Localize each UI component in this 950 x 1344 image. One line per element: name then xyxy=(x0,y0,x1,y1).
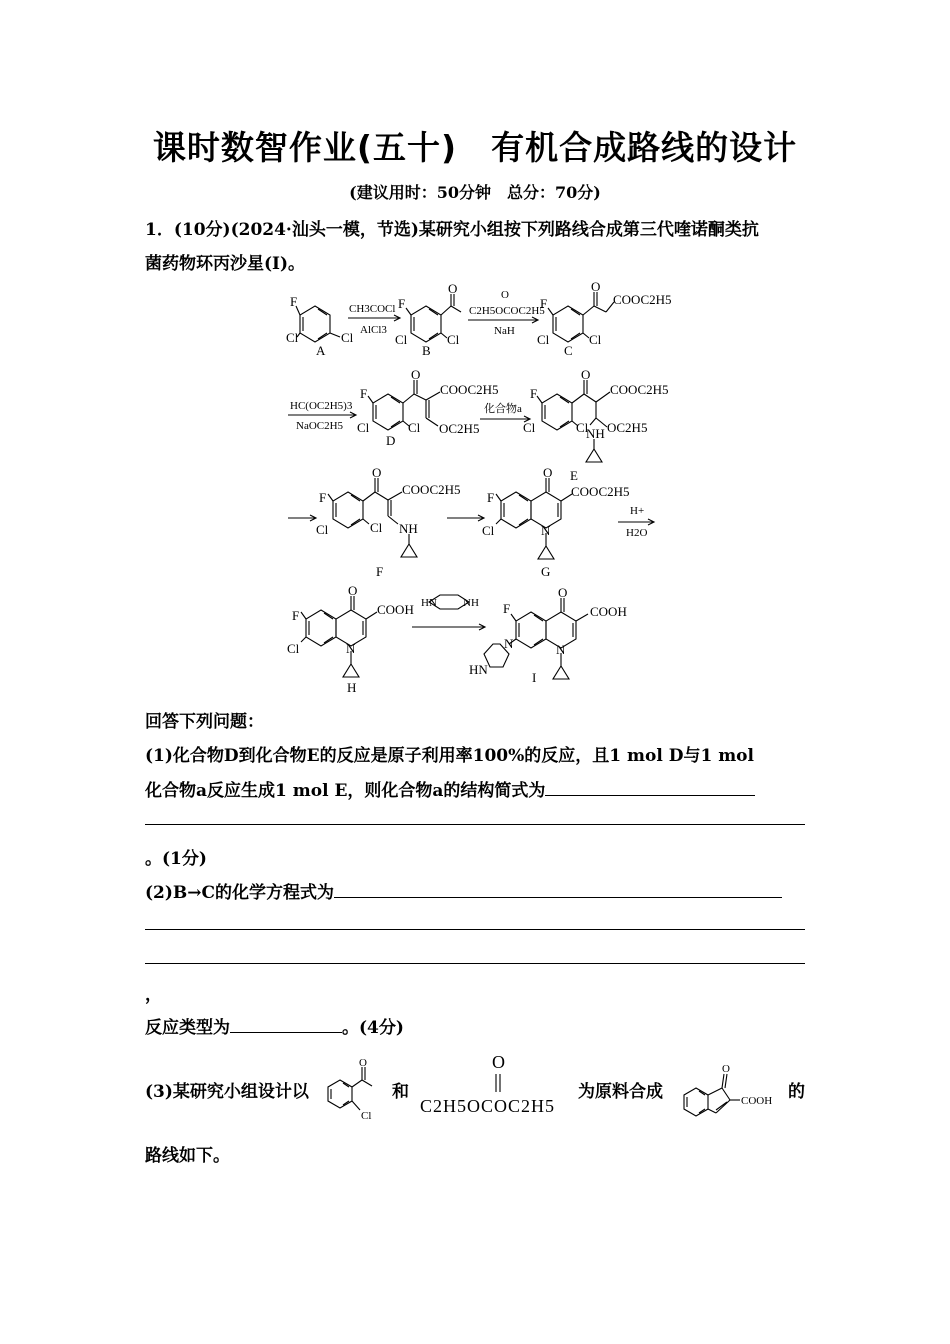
group-hn: HN xyxy=(469,662,488,677)
q2-equation-blank[interactable] xyxy=(334,897,782,898)
answer-prompt: 回答下列问题： xyxy=(145,712,264,732)
q2-reaction-type xyxy=(145,1013,810,1038)
group-f: F xyxy=(290,294,298,309)
group-n: N xyxy=(556,642,566,657)
arrow-c-to-d xyxy=(288,400,356,432)
reagent-nah: NaH xyxy=(494,325,515,337)
group-o: O xyxy=(581,367,591,382)
q2-line1-text: (2)B→C的化学方程式为 xyxy=(145,883,335,903)
group-nh: NH xyxy=(463,597,479,609)
compound-a xyxy=(286,294,354,358)
group-o: O xyxy=(722,1063,730,1075)
group-o: O xyxy=(348,583,358,598)
group-cl: Cl xyxy=(447,332,460,347)
compound-label-b: B xyxy=(422,343,431,358)
q2-type-prefix: 反应类型为 xyxy=(145,1018,230,1038)
group-o: O xyxy=(591,282,601,294)
group-o: O xyxy=(372,465,382,480)
group-cooc2h5: COOC2H5 xyxy=(402,482,461,497)
group-cooh: COOH xyxy=(590,604,627,619)
group-f: F xyxy=(319,490,327,505)
group-n: N xyxy=(346,641,356,656)
group-f: F xyxy=(530,386,538,401)
group-o: O xyxy=(359,1058,367,1069)
reagent-ch3cocl: CH3COCl xyxy=(349,303,396,315)
group-cl: Cl xyxy=(408,420,421,435)
q2-comma: ， xyxy=(145,985,162,1005)
compound-g xyxy=(482,465,630,579)
group-oc2h5: OC2H5 xyxy=(607,420,648,435)
group-cl: Cl xyxy=(523,420,536,435)
q3-target-indanone-acid xyxy=(678,1060,788,1124)
reagent-h-plus: H+ xyxy=(630,505,645,517)
q3-diethyl-carbonate-formula: C2H5OCOC2H5 xyxy=(420,1096,556,1116)
group-f: F xyxy=(503,601,511,616)
group-cl: Cl xyxy=(576,420,589,435)
group-n: N xyxy=(541,523,551,538)
compound-label-d: D xyxy=(386,433,396,448)
q3-and: 和 xyxy=(392,1082,409,1102)
group-cooh: COOH xyxy=(741,1095,773,1107)
compound-label-g: G xyxy=(541,564,551,579)
group-cooh: COOH xyxy=(377,602,414,617)
q1-line1: (1)化合物D到化合物E的反应是原子利用率100%的反应，且1 mol D与1 mol xyxy=(145,746,754,766)
arrow-g-to-h xyxy=(618,505,654,539)
group-cooc2h5: COOC2H5 xyxy=(440,382,499,397)
compound-label-a: A xyxy=(316,343,326,358)
group-f: F xyxy=(292,608,300,623)
q1-line2-text: 化合物a反应生成1 mol E，则化合物a的结构简式为 xyxy=(145,781,546,801)
reagent-water: H2O xyxy=(626,527,648,539)
group-o: O xyxy=(448,282,458,296)
arrow-b-to-c xyxy=(468,289,548,337)
q1-answer-blank-line[interactable] xyxy=(145,824,805,825)
group-cooc2h5: COOC2H5 xyxy=(610,382,669,397)
group-f: F xyxy=(398,296,406,311)
compound-label-c: C xyxy=(564,343,573,358)
reagent-carbonyl-o: O xyxy=(501,289,509,301)
group-cooc2h5: COOC2H5 xyxy=(613,292,672,307)
page-title: 课时数智作业(五十) 有机合成路线的设计 xyxy=(152,128,798,167)
compound-b xyxy=(395,282,461,358)
q2-type-suffix: 。(4分) xyxy=(342,1018,404,1038)
group-nh: NH xyxy=(586,426,605,441)
compound-f xyxy=(316,465,461,579)
group-cl: Cl xyxy=(589,332,602,347)
group-f: F xyxy=(540,296,548,311)
q1-line2 xyxy=(145,776,810,801)
compound-label-h: H xyxy=(347,680,357,692)
group-o: O xyxy=(492,1052,505,1072)
compound-label-i: I xyxy=(532,670,537,685)
q3-prefix: (3)某研究小组设计以 xyxy=(145,1082,309,1102)
group-cl: Cl xyxy=(370,520,383,535)
q2-type-blank[interactable] xyxy=(230,1032,342,1033)
compound-c xyxy=(537,282,672,358)
group-cl: Cl xyxy=(357,420,370,435)
group-cl: Cl xyxy=(482,523,495,538)
reagent-alcl3: AlCl3 xyxy=(360,324,387,336)
reagent-naoc2h5: NaOC2H5 xyxy=(296,420,344,432)
group-oc2h5: OC2H5 xyxy=(439,421,480,436)
group-cl: Cl xyxy=(287,641,300,656)
group-cl: Cl xyxy=(316,522,329,537)
question-intro-line1: 1．(10分)(2024·汕头一模，节选)某研究小组按下列路线合成第三代喹诺酮类抗 xyxy=(145,220,759,240)
q1-end: 。(1分) xyxy=(145,849,207,869)
compound-d xyxy=(357,367,499,448)
group-f: F xyxy=(360,386,368,401)
reagent-diethyl-carbonate: C2H5OCOC2H5 xyxy=(469,305,545,317)
group-o: O xyxy=(543,465,553,480)
q3-reactant-chloroacetophenone xyxy=(322,1058,392,1122)
q3-mid: 为原料合成 xyxy=(578,1082,663,1102)
q3-de: 的 xyxy=(788,1082,805,1102)
compound-label-e: E xyxy=(570,468,578,483)
group-cl: Cl xyxy=(341,330,354,345)
arrow-h-to-i xyxy=(412,595,485,630)
question-intro-line2: 菌药物环丙沙星(I)。 xyxy=(145,254,306,274)
group-nh: NH xyxy=(399,521,418,536)
q2-line1 xyxy=(145,878,810,903)
q3-reactant-diethyl-carbonate xyxy=(418,1050,578,1120)
reagent-orthoformate: HC(OC2H5)3 xyxy=(290,400,353,412)
q2-equation-blank-line[interactable] xyxy=(145,963,805,964)
group-cl: Cl xyxy=(361,1110,372,1122)
arrow-d-to-e xyxy=(480,401,530,422)
group-cl: Cl xyxy=(286,330,299,345)
group-cl: Cl xyxy=(395,332,408,347)
q1-answer-blank[interactable] xyxy=(545,795,755,796)
group-cl: Cl xyxy=(537,332,550,347)
synthesis-scheme xyxy=(0,282,950,692)
q2-equation-blank-line[interactable] xyxy=(145,929,805,930)
compound-i xyxy=(469,585,627,685)
q3-line2: 路线如下。 xyxy=(145,1146,230,1166)
arrow-a-to-b xyxy=(348,303,400,336)
group-cooc2h5: COOC2H5 xyxy=(571,484,630,499)
group-hn: HN xyxy=(421,597,437,609)
arrow-e-to-f xyxy=(288,515,316,521)
group-o: O xyxy=(558,585,568,600)
compound-h xyxy=(287,583,414,692)
compound-label-f: F xyxy=(376,564,384,579)
group-f: F xyxy=(487,490,495,505)
group-o: O xyxy=(411,367,421,382)
page-subtitle: (建议用时：50分钟 总分：70分) xyxy=(349,183,601,202)
group-n: N xyxy=(504,636,514,651)
reagent-compound-a: 化合物a xyxy=(484,403,522,415)
arrow-f-to-g xyxy=(447,515,484,521)
